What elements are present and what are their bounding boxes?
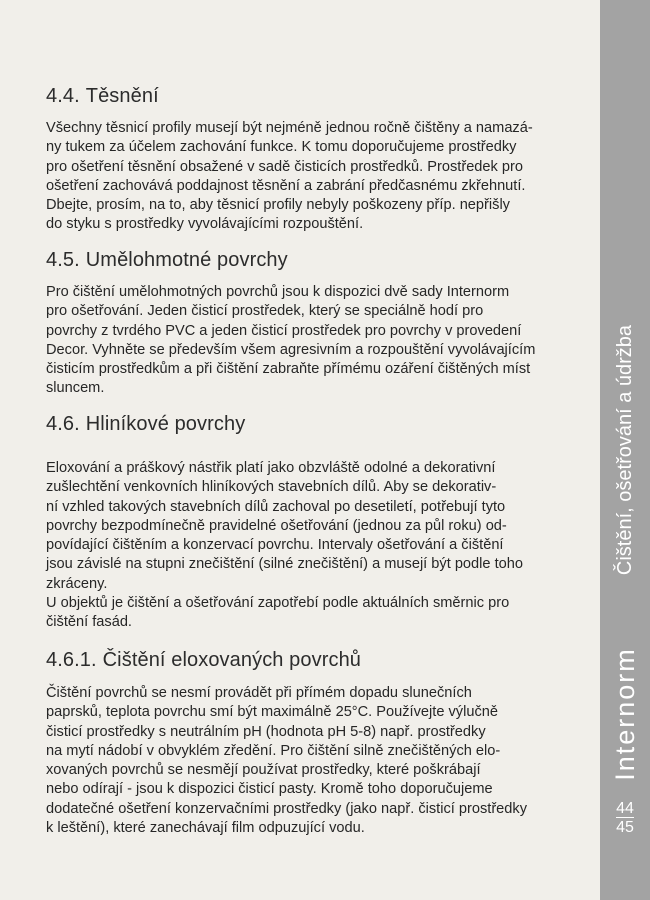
- section-heading: [46, 412, 586, 436]
- section-title: Čištění eloxovaných povrchů: [102, 649, 362, 671]
- chapter-title: Čištění, ošetřování a údržba: [614, 324, 636, 576]
- section-4-4: [46, 84, 586, 235]
- section-heading: [46, 248, 586, 272]
- section-heading: [46, 648, 586, 672]
- page-number-left: 44: [616, 800, 634, 817]
- section-body: Všechny těsnicí profily musejí být nejméně jednou ročně čištěny a namazá- ny tukem za účelem zachování funkce. K tomu doporučujeme prostředky pro ošetření těsnění obsažené v sadě čisticích prostředků. Prostředek pro ošetření zachovává poddajnost těsnění a zabrání předčasnému zkřehnutí. Dbejte, prosím, na to, aby těsnicí profily nebyly poškozeny příp. nepřišly do styku s prostředky vyvolávajícími rozpouštění.: [46, 120, 533, 233]
- page-number-right: 45: [616, 819, 634, 836]
- section-number: 4.4.: [46, 85, 80, 107]
- brand-logo: Internorm: [610, 647, 640, 781]
- section-4-5: [46, 248, 586, 399]
- section-title: Těsnění: [85, 85, 159, 107]
- section-title: Hliníkové povrchy: [85, 413, 246, 435]
- section-body: Eloxování a práškový nástřik platí jako obzvláště odolné a dekorativní zušlechtění venkovních hliníkových stavebních dílů. Aby se dekorativ- ní vzhled takových stavebních dílů zachoval po desetiletí, potřebují tyto povrchy bezpodmínečně pravidelné ošetřování (jednou za půl roku) od- povídající čištěním a konzervací povrchu. Intervaly ošetřování a čištění jsou závislé na stupni znečištění (silné znečištění) a musejí být podle toho zkráceny. U objektů je čištění a ošetřování zapotřebí podle aktuálních směrnic pro čištění fasád.: [46, 460, 523, 631]
- section-number: 4.6.1.: [46, 649, 97, 671]
- chapter-sidebar: [600, 0, 650, 900]
- section-number: 4.5.: [46, 249, 80, 271]
- section-heading: [46, 84, 586, 108]
- page-numbers: [600, 800, 650, 837]
- section-body: Čištění povrchů se nesmí provádět při přímém dopadu slunečních paprsků, teplota povrchu smí být maximálně 25°C. Používejte výlučně čisticí prostředky s neutrálním pH (hodnota pH 5-8) např. prostředky na mytí nádobí v obvyklém zředění. Pro čištění silně znečištěných elo- xovaných povrchů se nesmějí používat prostředky, které poškrábají nebo odírají - jsou k dispozici čisticí pasty. Kromě toho doporučujeme dodatečné ošetření konzervačními prostředky (jako např. čisticí prostředky k leštění), které zanechávají film odpuzující vodu.: [46, 685, 528, 837]
- section-body: Pro čištění umělohmotných povrchů jsou k dispozici dvě sady Internorm pro ošetřování. Jeden čisticí prostředek, který se speciálně hodí pro povrchy z tvrdého PVC a jeden čisticí prostředek pro povrchy v provedení Decor. Vyhněte se především všem agresivním a rozpouštění vyvolávajícím čisticím prostředkům a při čištění zabraňte přímému ozáření čištěných míst sluncem.: [46, 284, 536, 397]
- section-4-6: [46, 412, 586, 633]
- section-title: Umělohmotné povrchy: [85, 249, 288, 271]
- section-number: 4.6.: [46, 413, 80, 435]
- section-4-6-1: [46, 648, 586, 838]
